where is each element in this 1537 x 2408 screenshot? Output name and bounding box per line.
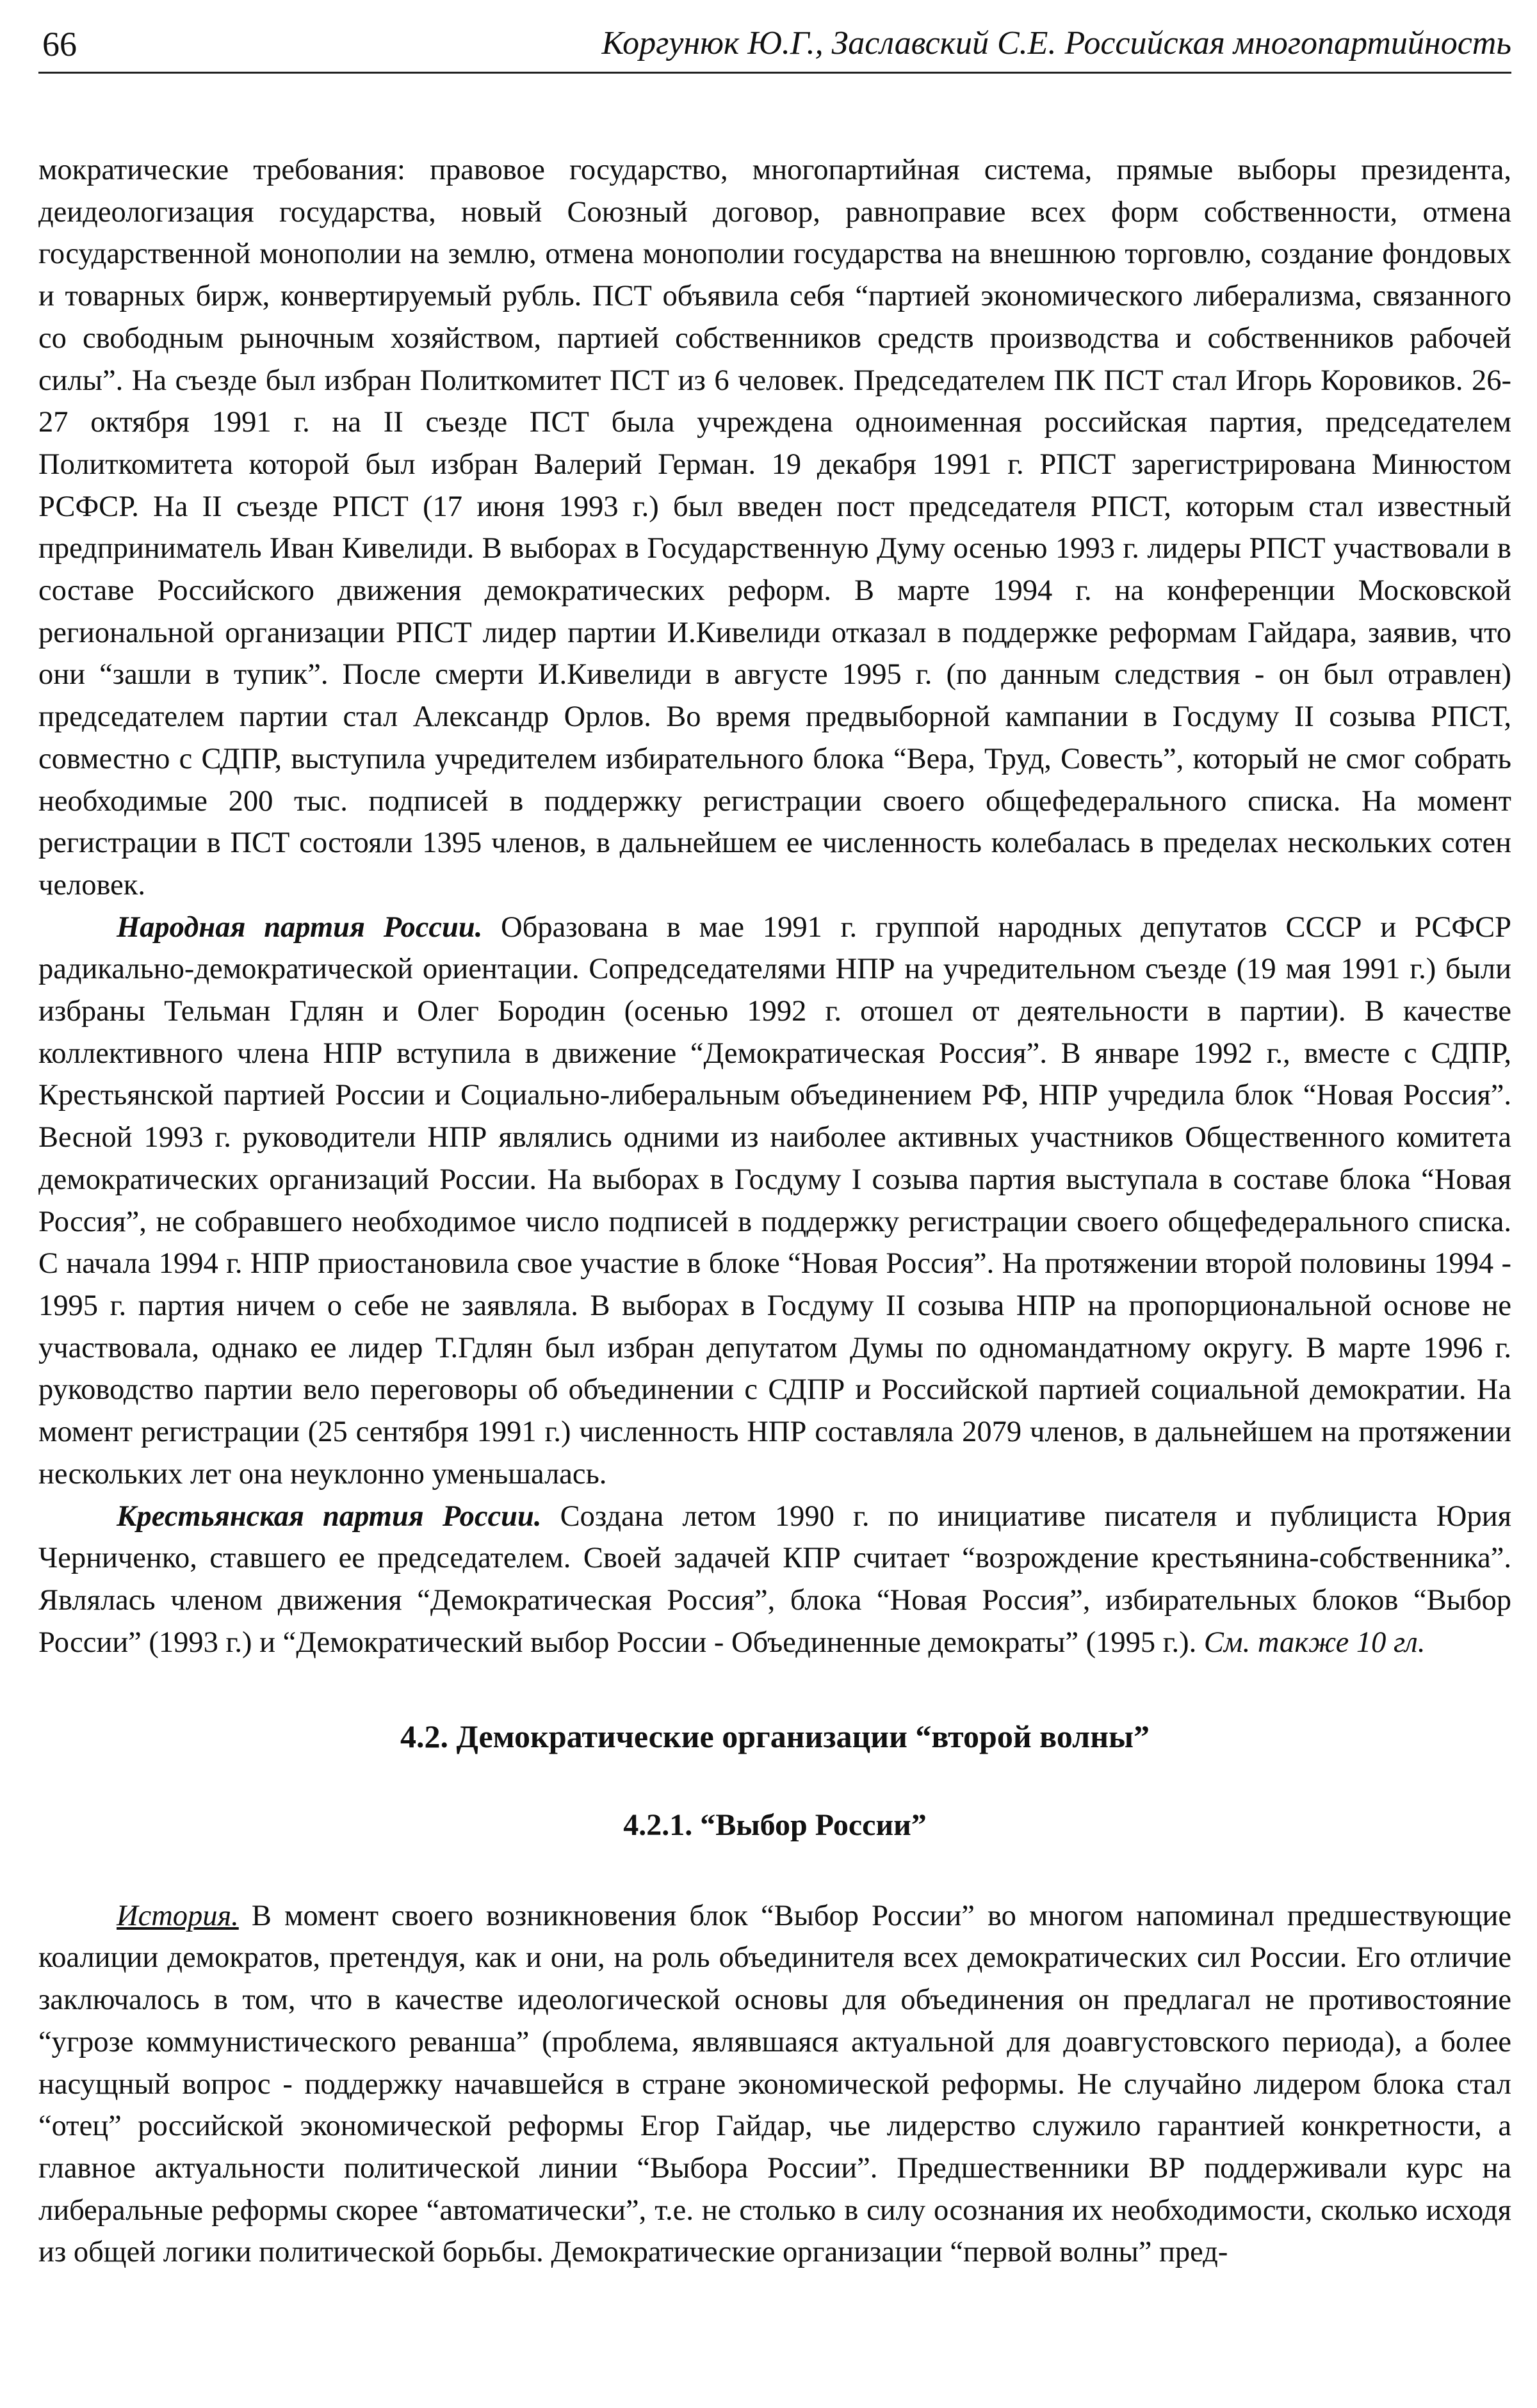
running-title: Коргунюк Ю.Г., Заславский С.Е. Российская многопартийность bbox=[601, 25, 1511, 61]
party-name-npr: Народная партия России. bbox=[117, 910, 483, 944]
paragraph-history bbox=[38, 1895, 1511, 2274]
kpr-description: Создана летом 1990 г. по инициативе писателя и публициста Юрия Черниченко, ставшего ее председателем. Своей задачей КПР считает “возрождение крестьянина-собственника”. Являлась членом движения “Демократическая Россия”, блока “Новая Россия”, избирательных блоков “Выбор России” (1993 г.) и “Демократический выбор России - Объединенные демократы” (1995 г.). bbox=[38, 1499, 1511, 1659]
paragraph-kpr bbox=[38, 1496, 1511, 1664]
page-number: 66 bbox=[42, 25, 77, 63]
document-page bbox=[38, 18, 1511, 2274]
paragraph-pst-continuation: мократические требования: правовое государство, многопартийная система, прямые выборы президента, деидеологизация государства, новый Союзный договор, равноправие всех форм собственности, отмена государственной монополии на землю, отмена монополии государства на внешнюю торговлю, создание фондовых и товарных бирж, конвертируемый рубль. ПСТ объявила себя “партией экономического либерализма, связанного со свободным рыночным хозяйством, партией собственников средств производства и собственников рабочей силы”. На съезде был избран Политкомитет ПСТ из 6 человек. Председателем ПК ПСТ стал Игорь Коровиков. 26-27 октября 1991 г. на II съезде ПСТ была учреждена одноименная российская партия, председателем Политкомитета которой был избран Валерий Герман. 19 декабря 1991 г. РПСТ зарегистрирована Минюстом РСФСР. На II съезде РПСТ (17 июня 1993 г.) был введен пост председателя РПСТ, которым стал известный предприниматель Иван Кивелиди. В выборах в Государственную Думу осенью 1993 г. лидеры РПСТ участвовали в составе Российского движения демократических реформ. В марте 1994 г. на конференции Московской региональной организации РПСТ лидер партии И.Кивелиди отказал в поддержке реформам Гайдара, заявив, что они “зашли в тупик”. После смерти И.Кивелиди в августе 1995 г. (по данным следствия - он был отравлен) председателем партии стал Александр Орлов. Во время предвыборной кампании в Госдуму II созыва РПСТ, совместно с СДПР, выступила учредителем избирательного блока “Вера, Труд, Совесть”, который не смог собрать необходимые 200 тыс. подписей в поддержку регистрации своего общефедерального списка. На момент регистрации в ПСТ состояли 1395 членов, в дальнейшем ее численность колебалась в пределах нескольких сотен человек. bbox=[38, 154, 1511, 901]
subsection-heading: 4.2.1. “Выбор России” bbox=[623, 1808, 927, 1843]
see-also-reference: См. также 10 гл. bbox=[1203, 1626, 1426, 1659]
running-header bbox=[38, 18, 1511, 74]
paragraph-npr bbox=[38, 907, 1511, 1496]
section-heading: 4.2. Демократические организации “второй волны” bbox=[400, 1718, 1150, 1755]
history-label: История. bbox=[117, 1899, 239, 1932]
party-name-kpr: Крестьянская партия России. bbox=[117, 1499, 542, 1533]
npr-description: Образована в мае 1991 г. группой народных депутатов СССР и РСФСР радикально-демократической ориентации. Сопредседателями НПР на учредительном съезде (19 мая 1991 г.) были избраны Тельман Гдлян и Олег Бородин (осенью 1992 г. отошел от деятельности в партии). В качестве коллективного члена НПР вступила в движение “Демократическая Россия”. В январе 1992 г., вместе с СДПР, Крестьянской партией России и Социально-либеральным объединением РФ, НПР учредила блок “Новая Россия”. Весной 1993 г. руководители НПР являлись одними из наиболее активных участников Общественного комитета демократических организаций России. На выборах в Госдуму I созыва партия выступала в составе блока “Новая Россия”, не собравшего необходимое число подписей в поддержку регистрации своего общефедерального списка. С начала 1994 г. НПР приостановила свое участие в блоке “Новая Россия”. На протяжении второй половины 1994 - 1995 г. партия ничем о себе не заявляла. В выборах в Госдуму II созыва НПР на пропорциональной основе не участвовала, однако ее лидер Т.Гдлян был избран депутатом Думы по одномандатному округу. В марте 1996 г. руководство партии вело переговоры об объединении с СДПР и Российской партией социальной демократии. На момент регистрации (25 сентября 1991 г.) численность НПР составляла 2079 членов, в дальнейшем на протяжении нескольких лет она неуклонно уменьшалась. bbox=[38, 910, 1511, 1491]
body-text bbox=[38, 149, 1511, 2274]
history-text: В момент своего возникновения блок “Выбор России” во многом напоминал предшествующие коалиции демократов, претендуя, как и они, на роль объединителя всех демократических сил России. Его отличие заключалось в том, что в качестве идеологической основы для объединения он предлагал не противостояние “угрозе коммунистического реванша” (проблема, являвшаяся актуальной для доавгустовского периода), а более насущный вопрос - поддержку начавшейся в стране экономической реформы. Не случайно лидером блока стал “отец” российской экономической реформы Егор Гайдар, чье лидерство служило гарантией конкретности, а главное актуальности политической линии “Выбора России”. Предшественники ВР поддерживали курс на либеральные реформы скорее “автоматически”, т.е. не столько в силу осознания их необходимости, сколько исходя из общей логики политической борьбы. Демократические организации “первой волны” пред- bbox=[38, 1899, 1511, 2269]
